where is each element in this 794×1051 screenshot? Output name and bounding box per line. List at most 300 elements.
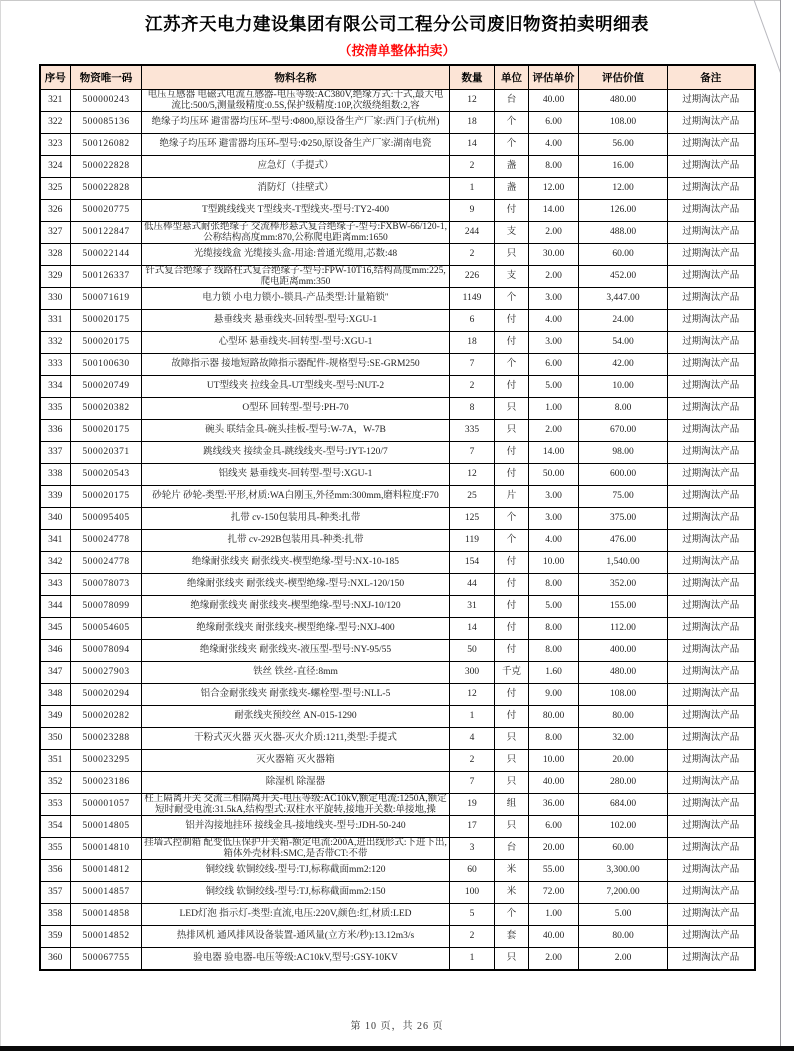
table-row [40, 486, 755, 508]
cell-col-name: 应急灯（手提式） [142, 156, 450, 178]
cell-col-code: 500078099 [71, 596, 142, 618]
cell-col-unit-price: 2.00 [529, 266, 579, 288]
cell-col-unit-price: 10.00 [529, 750, 579, 772]
cell-col-remark: 过期淘汰产品 [668, 508, 755, 530]
table-body [40, 90, 755, 971]
cell-col-index: 342 [40, 552, 71, 574]
cell-col-remark: 过期淘汰产品 [668, 728, 755, 750]
cell-col-code: 500000243 [71, 90, 142, 112]
cell-col-index: 322 [40, 112, 71, 134]
cell-col-name: 针式复合绝缘子 线路柱式复合绝缘子-型号:FPW-10T16,结构高度mm:225,爬电距离mm:350 [142, 266, 450, 288]
cell-col-name: 悬垂线夹 悬垂线夹-回转型-型号:XGU-1 [142, 310, 450, 332]
cell-col-name: 碗头 联结金具-碗头挂板-型号:W-7A，W-7B [142, 420, 450, 442]
cell-col-code: 500014812 [71, 860, 142, 882]
cell-col-unit-price: 6.00 [529, 816, 579, 838]
cell-col-qty: 2 [450, 926, 495, 948]
cell-col-unit: 只 [495, 772, 529, 794]
cell-col-index: 351 [40, 750, 71, 772]
cell-col-unit-price: 3.00 [529, 332, 579, 354]
cell-col-name: 耐张线夹预绞丝 AN-015-1290 [142, 706, 450, 728]
cell-col-name: 除湿机 除湿器 [142, 772, 450, 794]
cell-col-code: 500100630 [71, 354, 142, 376]
cell-col-remark: 过期淘汰产品 [668, 376, 755, 398]
cell-col-value: 400.00 [579, 640, 668, 662]
cell-col-code: 500014805 [71, 816, 142, 838]
cell-col-name: 绝缘子均压环 避雷器均压环-型号:Φ800,原设备生产厂家:西门子(杭州) [142, 112, 450, 134]
header-col-name: 物料名称 [142, 65, 450, 90]
cell-col-value: 375.00 [579, 508, 668, 530]
cell-col-value: 8.00 [579, 398, 668, 420]
cell-col-unit-price: 40.00 [529, 90, 579, 112]
table-row [40, 618, 755, 640]
table-row [40, 310, 755, 332]
cell-col-unit: 付 [495, 442, 529, 464]
table-row [40, 794, 755, 816]
cell-col-qty: 18 [450, 112, 495, 134]
cell-col-qty: 14 [450, 134, 495, 156]
cell-col-qty: 1 [450, 178, 495, 200]
bottom-black-bar [0, 1046, 794, 1051]
table-row [40, 750, 755, 772]
cell-col-remark: 过期淘汰产品 [668, 574, 755, 596]
cell-col-value: 10.00 [579, 376, 668, 398]
cell-col-value: 108.00 [579, 684, 668, 706]
cell-col-remark: 过期淘汰产品 [668, 794, 755, 816]
cell-col-index: 349 [40, 706, 71, 728]
cell-col-index: 326 [40, 200, 71, 222]
cell-col-code: 500020175 [71, 486, 142, 508]
cell-col-value: 108.00 [579, 112, 668, 134]
table-row [40, 926, 755, 948]
cell-col-unit: 付 [495, 376, 529, 398]
cell-col-unit-price: 3.00 [529, 486, 579, 508]
header-col-value: 评估价值 [579, 65, 668, 90]
cell-col-unit: 只 [495, 420, 529, 442]
cell-col-unit: 只 [495, 244, 529, 266]
cell-col-unit: 盏 [495, 156, 529, 178]
cell-col-code: 500001057 [71, 794, 142, 816]
cell-col-unit-price: 40.00 [529, 926, 579, 948]
cell-col-remark: 过期淘汰产品 [668, 926, 755, 948]
cell-col-qty: 14 [450, 618, 495, 640]
table-row [40, 882, 755, 904]
cell-col-value: 670.00 [579, 420, 668, 442]
cell-col-remark: 过期淘汰产品 [668, 684, 755, 706]
cell-col-value: 42.00 [579, 354, 668, 376]
cell-col-unit: 个 [495, 904, 529, 926]
cell-col-name: 砂轮片 砂轮-类型:平形,材质:WA白刚玉,外径mm:300mm,磨料粒度:F70 [142, 486, 450, 508]
cell-col-qty: 125 [450, 508, 495, 530]
cell-col-index: 348 [40, 684, 71, 706]
cell-col-unit-price: 4.00 [529, 530, 579, 552]
cell-col-code: 500078094 [71, 640, 142, 662]
cell-col-code: 500014810 [71, 838, 142, 860]
cell-col-unit-price: 40.00 [529, 772, 579, 794]
cell-col-code: 500023186 [71, 772, 142, 794]
cell-col-name: 铜绞线 软铜绞线-型号:TJ,标称截面mm2:120 [142, 860, 450, 882]
cell-col-value: 75.00 [579, 486, 668, 508]
cell-col-index: 336 [40, 420, 71, 442]
page-edge-right-line [780, 0, 781, 1046]
cell-col-unit: 付 [495, 552, 529, 574]
cell-col-unit-price: 30.00 [529, 244, 579, 266]
table-row [40, 288, 755, 310]
cell-col-unit-price: 8.00 [529, 156, 579, 178]
cell-col-qty: 25 [450, 486, 495, 508]
cell-col-code: 500095405 [71, 508, 142, 530]
table-row [40, 354, 755, 376]
cell-col-value: 12.00 [579, 178, 668, 200]
cell-col-name: UT型线夹 拉线金具-UT型线夹-型号:NUT-2 [142, 376, 450, 398]
cell-col-index: 337 [40, 442, 71, 464]
cell-col-qty: 12 [450, 464, 495, 486]
table-row [40, 772, 755, 794]
cell-col-value: 3,300.00 [579, 860, 668, 882]
table-row [40, 574, 755, 596]
cell-col-value: 7,200.00 [579, 882, 668, 904]
cell-col-unit: 台 [495, 838, 529, 860]
cell-col-remark: 过期淘汰产品 [668, 222, 755, 244]
cell-col-qty: 12 [450, 684, 495, 706]
cell-col-unit: 盏 [495, 178, 529, 200]
cell-col-unit-price: 8.00 [529, 640, 579, 662]
cell-col-name: 绝缘耐张线夹 耐张线夹-液压型-型号:NY-95/55 [142, 640, 450, 662]
cell-col-remark: 过期淘汰产品 [668, 552, 755, 574]
cell-col-qty: 7 [450, 772, 495, 794]
cell-col-name: 低压棒型悬式耐张绝缘子 交流棒形悬式复合绝缘子-型号:FXBW-66/120-1,公称结构高度mm:870,公称爬电距离mm:1650 [142, 222, 450, 244]
cell-col-remark: 过期淘汰产品 [668, 706, 755, 728]
cell-col-unit-price: 10.00 [529, 552, 579, 574]
cell-col-unit: 支 [495, 266, 529, 288]
cell-col-unit: 个 [495, 530, 529, 552]
cell-col-unit: 付 [495, 464, 529, 486]
cell-col-value: 112.00 [579, 618, 668, 640]
cell-col-unit-price: 12.00 [529, 178, 579, 200]
cell-col-index: 335 [40, 398, 71, 420]
cell-col-qty: 2 [450, 244, 495, 266]
cell-col-index: 338 [40, 464, 71, 486]
cell-col-remark: 过期淘汰产品 [668, 662, 755, 684]
cell-col-value: 684.00 [579, 794, 668, 816]
header-row [40, 65, 755, 90]
cell-col-unit-price: 2.00 [529, 420, 579, 442]
cell-col-qty: 9 [450, 200, 495, 222]
cell-col-code: 500023295 [71, 750, 142, 772]
cell-col-remark: 过期淘汰产品 [668, 200, 755, 222]
cell-col-value: 155.00 [579, 596, 668, 618]
table-row [40, 244, 755, 266]
cell-col-index: 358 [40, 904, 71, 926]
table-row [40, 376, 755, 398]
cell-col-index: 340 [40, 508, 71, 530]
table-row [40, 684, 755, 706]
cell-col-name: 铝并沟接地挂环 接线金具-接地线夹-型号:JDH-50-240 [142, 816, 450, 838]
cell-col-value: 32.00 [579, 728, 668, 750]
cell-col-index: 331 [40, 310, 71, 332]
cell-col-value: 102.00 [579, 816, 668, 838]
cell-col-unit: 付 [495, 640, 529, 662]
cell-col-code: 500020175 [71, 420, 142, 442]
cell-col-name: 绝缘耐张线夹 耐张线夹-楔型绝缘-型号:NXL-120/150 [142, 574, 450, 596]
cell-col-name: 电压互感器 电磁式电流互感器-电压等级:AC380V,绝缘方式:干式,最大电流比:500/5,测量级精度:0.5S,保护级精度:10P,次级绕组数:2,容 [142, 90, 450, 112]
cell-col-remark: 过期淘汰产品 [668, 860, 755, 882]
cell-col-name: 电力锁 小电力锁小-锁具-产品类型:计量箱锁" [142, 288, 450, 310]
cell-col-unit: 个 [495, 134, 529, 156]
cell-col-index: 345 [40, 618, 71, 640]
table-row [40, 156, 755, 178]
cell-col-index: 332 [40, 332, 71, 354]
table-row [40, 420, 755, 442]
cell-col-name: O型环 回转型-型号:PH-70 [142, 398, 450, 420]
cell-col-remark: 过期淘汰产品 [668, 288, 755, 310]
cell-col-unit: 只 [495, 816, 529, 838]
cell-col-unit-price: 3.00 [529, 288, 579, 310]
cell-col-code: 500014852 [71, 926, 142, 948]
cell-col-remark: 过期淘汰产品 [668, 112, 755, 134]
cell-col-code: 500071619 [71, 288, 142, 310]
cell-col-index: 354 [40, 816, 71, 838]
header-col-unit: 单位 [495, 65, 529, 90]
table-row [40, 266, 755, 288]
cell-col-index: 343 [40, 574, 71, 596]
cell-col-remark: 过期淘汰产品 [668, 904, 755, 926]
table-row [40, 706, 755, 728]
cell-col-unit-price: 5.00 [529, 376, 579, 398]
cell-col-value: 476.00 [579, 530, 668, 552]
cell-col-index: 359 [40, 926, 71, 948]
table-row [40, 200, 755, 222]
cell-col-code: 500020749 [71, 376, 142, 398]
cell-col-qty: 244 [450, 222, 495, 244]
cell-col-value: 20.00 [579, 750, 668, 772]
cell-col-unit-price: 8.00 [529, 574, 579, 596]
cell-col-name: 铝合金耐张线夹 耐张线夹-螺栓型-型号:NLL-5 [142, 684, 450, 706]
cell-col-value: 98.00 [579, 442, 668, 464]
cell-col-name: 柱上隔离开关 交流三相隔离开关-电压等级:AC10kV,额定电流:1250A,额定短时耐受电流:31.5kA,结构型式:双柱水平旋转,接地开关数:单接地,操 [142, 794, 450, 816]
table-row [40, 398, 755, 420]
cell-col-unit: 付 [495, 706, 529, 728]
header-col-unit-price: 评估单价 [529, 65, 579, 90]
cell-col-index: 341 [40, 530, 71, 552]
cell-col-unit: 组 [495, 794, 529, 816]
cell-col-code: 500027903 [71, 662, 142, 684]
cell-col-code: 500126082 [71, 134, 142, 156]
cell-col-code: 500022828 [71, 178, 142, 200]
cell-col-qty: 100 [450, 882, 495, 904]
cell-col-qty: 8 [450, 398, 495, 420]
cell-col-value: 600.00 [579, 464, 668, 486]
cell-col-value: 280.00 [579, 772, 668, 794]
cell-col-qty: 335 [450, 420, 495, 442]
cell-col-unit: 付 [495, 684, 529, 706]
table-row [40, 552, 755, 574]
cell-col-code: 500085136 [71, 112, 142, 134]
cell-col-name: 扎带 cv-150包装用具-种类:扎带 [142, 508, 450, 530]
cell-col-code: 500020282 [71, 706, 142, 728]
cell-col-unit-price: 3.00 [529, 508, 579, 530]
cell-col-remark: 过期淘汰产品 [668, 838, 755, 860]
cell-col-index: 346 [40, 640, 71, 662]
cell-col-code: 500020175 [71, 310, 142, 332]
cell-col-unit: 套 [495, 926, 529, 948]
cell-col-name: 热排风机 通风排风设备装置-通风量(立方米/秒):13.12m3/s [142, 926, 450, 948]
table-row [40, 530, 755, 552]
cell-col-unit-price: 2.00 [529, 948, 579, 971]
cell-col-qty: 1 [450, 948, 495, 971]
cell-col-index: 330 [40, 288, 71, 310]
cell-col-code: 500023288 [71, 728, 142, 750]
cell-col-remark: 过期淘汰产品 [668, 266, 755, 288]
header-col-code: 物资唯一码 [71, 65, 142, 90]
cell-col-remark: 过期淘汰产品 [668, 354, 755, 376]
cell-col-remark: 过期淘汰产品 [668, 640, 755, 662]
cell-col-remark: 过期淘汰产品 [668, 464, 755, 486]
cell-col-name: 绝缘子均压环 避雷器均压环-型号:Φ250,原设备生产厂家:湖南电瓷 [142, 134, 450, 156]
cell-col-qty: 7 [450, 442, 495, 464]
cell-col-code: 500020775 [71, 200, 142, 222]
cell-col-qty: 5 [450, 904, 495, 926]
table-row [40, 838, 755, 860]
cell-col-qty: 119 [450, 530, 495, 552]
cell-col-qty: 3 [450, 838, 495, 860]
cell-col-code: 500067755 [71, 948, 142, 971]
cell-col-qty: 44 [450, 574, 495, 596]
table-row [40, 134, 755, 156]
cell-col-index: 333 [40, 354, 71, 376]
header-col-remark: 备注 [668, 65, 755, 90]
cell-col-unit: 米 [495, 882, 529, 904]
cell-col-qty: 6 [450, 310, 495, 332]
cell-col-value: 126.00 [579, 200, 668, 222]
cell-col-remark: 过期淘汰产品 [668, 156, 755, 178]
cell-col-unit-price: 9.00 [529, 684, 579, 706]
cell-col-index: 328 [40, 244, 71, 266]
cell-col-unit: 付 [495, 310, 529, 332]
cell-col-name: 扎带 cv-292B包装用具-种类:扎带 [142, 530, 450, 552]
cell-col-qty: 2 [450, 376, 495, 398]
materials-table [39, 64, 756, 971]
cell-col-qty: 17 [450, 816, 495, 838]
cell-col-unit-price: 6.00 [529, 112, 579, 134]
cell-col-unit-price: 20.00 [529, 838, 579, 860]
cell-col-qty: 12 [450, 90, 495, 112]
cell-col-index: 355 [40, 838, 71, 860]
cell-col-index: 329 [40, 266, 71, 288]
cell-col-unit-price: 14.00 [529, 200, 579, 222]
cell-col-index: 325 [40, 178, 71, 200]
cell-col-index: 323 [40, 134, 71, 156]
cell-col-name: 消防灯（挂壁式） [142, 178, 450, 200]
cell-col-name: 铜绞线 软铜绞线-型号:TJ,标称截面mm2:150 [142, 882, 450, 904]
cell-col-unit-price: 14.00 [529, 442, 579, 464]
table-row [40, 640, 755, 662]
table-row [40, 596, 755, 618]
cell-col-unit: 个 [495, 112, 529, 134]
cell-col-index: 339 [40, 486, 71, 508]
cell-col-index: 321 [40, 90, 71, 112]
cell-col-qty: 154 [450, 552, 495, 574]
cell-col-unit: 只 [495, 750, 529, 772]
cell-col-qty: 4 [450, 728, 495, 750]
cell-col-qty: 2 [450, 156, 495, 178]
cell-col-index: 344 [40, 596, 71, 618]
cell-col-code: 500020175 [71, 332, 142, 354]
cell-col-code: 500054605 [71, 618, 142, 640]
cell-col-unit: 米 [495, 860, 529, 882]
table-row [40, 860, 755, 882]
cell-col-value: 1,540.00 [579, 552, 668, 574]
cell-col-code: 500022144 [71, 244, 142, 266]
cell-col-qty: 1 [450, 706, 495, 728]
cell-col-remark: 过期淘汰产品 [668, 882, 755, 904]
cell-col-code: 500022828 [71, 156, 142, 178]
cell-col-unit-price: 8.00 [529, 618, 579, 640]
cell-col-unit: 付 [495, 574, 529, 596]
cell-col-remark: 过期淘汰产品 [668, 398, 755, 420]
cell-col-remark: 过期淘汰产品 [668, 420, 755, 442]
cell-col-value: 24.00 [579, 310, 668, 332]
cell-col-remark: 过期淘汰产品 [668, 948, 755, 971]
cell-col-value: 80.00 [579, 706, 668, 728]
cell-col-unit: 付 [495, 332, 529, 354]
cell-col-unit: 片 [495, 486, 529, 508]
cell-col-value: 452.00 [579, 266, 668, 288]
cell-col-unit-price: 5.00 [529, 596, 579, 618]
cell-col-unit: 付 [495, 596, 529, 618]
table-row [40, 112, 755, 134]
header-col-qty: 数量 [450, 65, 495, 90]
cell-col-index: 350 [40, 728, 71, 750]
cell-col-remark: 过期淘汰产品 [668, 90, 755, 112]
cell-col-code: 500014857 [71, 882, 142, 904]
cell-col-name: 灭火器箱 灭火器箱 [142, 750, 450, 772]
cell-col-value: 488.00 [579, 222, 668, 244]
cell-col-unit: 付 [495, 200, 529, 222]
table-row [40, 332, 755, 354]
cell-col-unit: 个 [495, 354, 529, 376]
cell-col-name: 光缆接线盒 光缆接头盒-用途:普通光缆用,芯数:48 [142, 244, 450, 266]
cell-col-value: 2.00 [579, 948, 668, 971]
cell-col-unit: 只 [495, 728, 529, 750]
cell-col-name: 铝线夹 悬垂线夹-回转型-型号:XGU-1 [142, 464, 450, 486]
cell-col-code: 500020543 [71, 464, 142, 486]
cell-col-name: T型跳线线夹 T型线夹-T型线夹-型号:TY2-400 [142, 200, 450, 222]
cell-col-index: 324 [40, 156, 71, 178]
cell-col-remark: 过期淘汰产品 [668, 442, 755, 464]
cell-col-value: 54.00 [579, 332, 668, 354]
page-title: 江苏齐天电力建设集团有限公司工程分公司废旧物资拍卖明细表 [145, 14, 649, 34]
table-row [40, 222, 755, 244]
cell-col-name: 跳线线夹 接续金具-跳线线夹-型号:JYT-120/7 [142, 442, 450, 464]
cell-col-qty: 226 [450, 266, 495, 288]
cell-col-qty: 60 [450, 860, 495, 882]
cell-col-unit-price: 36.00 [529, 794, 579, 816]
cell-col-index: 356 [40, 860, 71, 882]
cell-col-unit: 支 [495, 222, 529, 244]
cell-col-qty: 18 [450, 332, 495, 354]
table-row [40, 904, 755, 926]
cell-col-unit-price: 1.60 [529, 662, 579, 684]
cell-col-code: 500078073 [71, 574, 142, 596]
cell-col-index: 353 [40, 794, 71, 816]
cell-col-name: 故障指示器 接地短路故障指示器配件-规格型号:SE-GRM250 [142, 354, 450, 376]
cell-col-index: 360 [40, 948, 71, 971]
table-row [40, 178, 755, 200]
cell-col-unit-price: 72.00 [529, 882, 579, 904]
cell-col-index: 357 [40, 882, 71, 904]
cell-col-qty: 300 [450, 662, 495, 684]
cell-col-value: 5.00 [579, 904, 668, 926]
